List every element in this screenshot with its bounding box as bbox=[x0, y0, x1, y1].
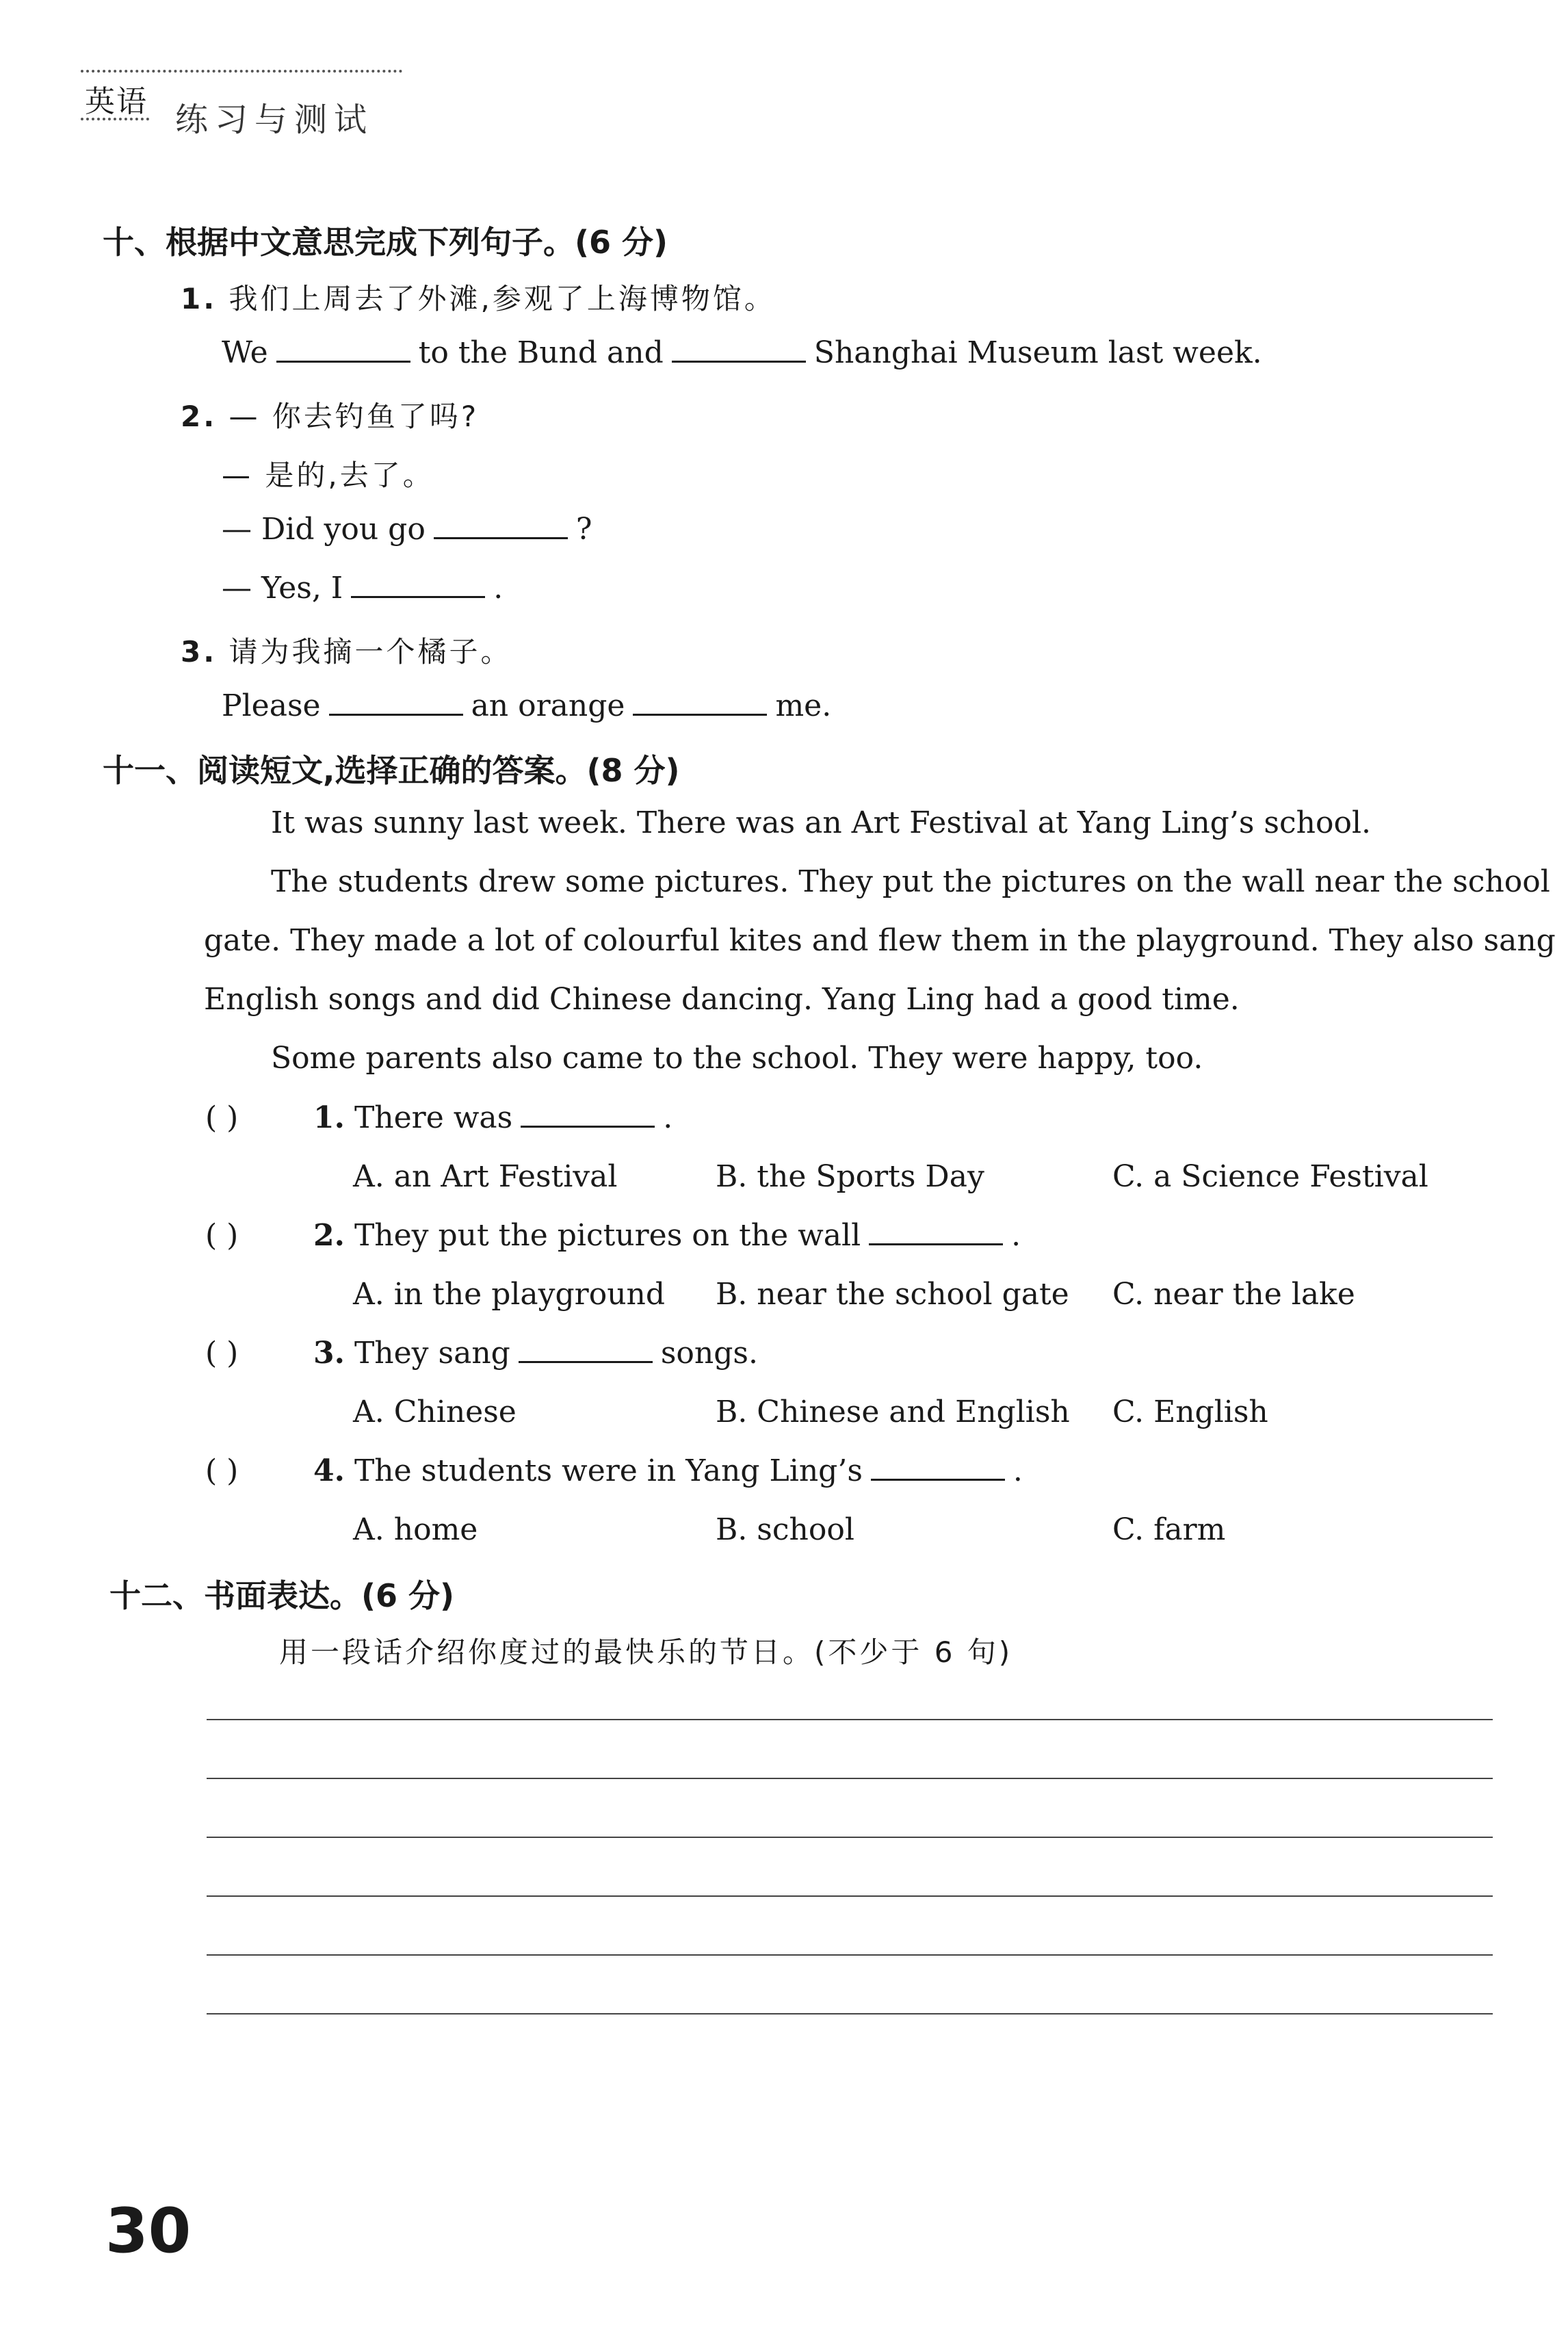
passage-p2-line1: The students drew some pictures. They put the pictures on the wall near the school bbox=[271, 864, 1550, 899]
q2-stem-a: They put the pictures on the wall bbox=[354, 1218, 861, 1253]
q4-option-c: C. farm bbox=[1112, 1512, 1226, 1547]
answer-blank[interactable] bbox=[869, 1220, 1003, 1245]
passage-p1: It was sunny last week. There was an Art Festival at Yang Ling’s school. bbox=[271, 805, 1371, 840]
header-dotted-line bbox=[81, 70, 402, 73]
s10-item2-en-a bbox=[222, 571, 503, 606]
answer-blank[interactable] bbox=[871, 1455, 1005, 1481]
page-number: 30 bbox=[105, 2195, 192, 2267]
q2-option-b: B. near the school gate bbox=[716, 1277, 1069, 1312]
s10-item2-en-q-b: ? bbox=[575, 512, 592, 547]
s10-item2-zh-q bbox=[181, 394, 479, 435]
s10-item2-num: 2. bbox=[181, 400, 218, 433]
s10-item1-num: 1. bbox=[181, 282, 218, 315]
s10-item3-en-c: me. bbox=[775, 688, 832, 723]
s10-item2-zh-q-text: — 你去钓鱼了吗? bbox=[228, 400, 480, 433]
q1-option-a: A. an Art Festival bbox=[353, 1159, 618, 1194]
s10-item3-zh-text: 请为我摘一个橘子。 bbox=[228, 635, 512, 669]
s10-item1-en bbox=[222, 335, 1262, 370]
header-dotted-underline bbox=[81, 118, 149, 120]
q4-stem bbox=[313, 1453, 1023, 1488]
writing-line[interactable] bbox=[207, 1719, 1493, 1720]
writing-line[interactable] bbox=[207, 1954, 1493, 1956]
q2-stem-b: . bbox=[1011, 1218, 1021, 1253]
section10-title: 十、根据中文意思完成下列句子。(6 分) bbox=[103, 224, 668, 261]
q1-num: 1. bbox=[313, 1100, 345, 1135]
answer-blank[interactable] bbox=[276, 337, 410, 363]
s10-item2-en-q bbox=[222, 512, 592, 547]
s10-item1-en-b: to the Bund and bbox=[418, 335, 664, 370]
q3-paren[interactable]: ( ) bbox=[205, 1336, 239, 1371]
s10-item1-en-a: We bbox=[222, 335, 268, 370]
section11-title: 十一、阅读短文,选择正确的答案。(8 分) bbox=[103, 752, 680, 789]
q2-option-c: C. near the lake bbox=[1112, 1277, 1355, 1312]
q3-stem-a: They sang bbox=[354, 1336, 510, 1371]
q2-option-a: A. in the playground bbox=[353, 1277, 666, 1312]
q4-paren[interactable]: ( ) bbox=[205, 1453, 239, 1488]
q3-option-c: C. English bbox=[1112, 1395, 1268, 1429]
answer-blank[interactable] bbox=[434, 514, 568, 539]
q3-stem-b: songs. bbox=[660, 1336, 758, 1371]
passage-p3: Some parents also came to the school. They were happy, too. bbox=[271, 1041, 1203, 1076]
s10-item2-en-a-b: . bbox=[493, 571, 504, 606]
q1-stem-a: There was bbox=[354, 1100, 513, 1135]
q3-stem bbox=[313, 1336, 758, 1371]
answer-blank[interactable] bbox=[672, 337, 806, 363]
s10-item2-en-q-a: — Did you go bbox=[222, 512, 426, 547]
q1-paren[interactable]: ( ) bbox=[205, 1100, 239, 1135]
writing-line[interactable] bbox=[207, 1837, 1493, 1838]
answer-blank[interactable] bbox=[521, 1102, 655, 1128]
q3-option-b: B. Chinese and English bbox=[716, 1395, 1070, 1429]
q1-option-c: C. a Science Festival bbox=[1112, 1159, 1428, 1194]
s10-item1-zh bbox=[181, 276, 776, 318]
q1-stem-b: . bbox=[663, 1100, 673, 1135]
q3-option-a: A. Chinese bbox=[353, 1395, 517, 1429]
answer-blank[interactable] bbox=[519, 1338, 653, 1363]
s10-item3-zh bbox=[181, 630, 512, 671]
q4-option-b: B. school bbox=[716, 1512, 854, 1547]
s10-item3-en-a: Please bbox=[222, 688, 321, 723]
answer-blank[interactable] bbox=[633, 690, 767, 716]
header-subject: 英语 bbox=[85, 84, 148, 119]
writing-line[interactable] bbox=[207, 2013, 1493, 2014]
s10-item3-en bbox=[222, 688, 831, 723]
passage-p2-line3: English songs and did Chinese dancing. Yang Ling had a good time. bbox=[204, 982, 1240, 1017]
q4-stem-a: The students were in Yang Ling’s bbox=[354, 1453, 863, 1488]
s10-item3-en-b: an orange bbox=[471, 688, 625, 723]
q2-num: 2. bbox=[313, 1218, 345, 1253]
q4-stem-b: . bbox=[1012, 1453, 1023, 1488]
answer-blank[interactable] bbox=[329, 690, 463, 716]
q1-stem bbox=[313, 1100, 672, 1135]
q4-num: 4. bbox=[313, 1453, 345, 1488]
s10-item3-num: 3. bbox=[181, 635, 218, 669]
answer-blank[interactable] bbox=[351, 573, 485, 598]
writing-line[interactable] bbox=[207, 1895, 1493, 1897]
passage-p2-line2: gate. They made a lot of colourful kites and flew them in the playground. They also sang bbox=[204, 923, 1556, 958]
header-title: 练习与测试 bbox=[175, 101, 374, 139]
section12-prompt: 用一段话介绍你度过的最快乐的节日。(不少于 6 句) bbox=[279, 1635, 1013, 1669]
q3-num: 3. bbox=[313, 1336, 345, 1371]
q2-stem bbox=[313, 1218, 1021, 1253]
section12-title: 十二、书面表达。(6 分) bbox=[109, 1577, 455, 1614]
q1-option-b: B. the Sports Day bbox=[716, 1159, 984, 1194]
s10-item2-en-a-a: — Yes, I bbox=[222, 571, 343, 606]
q2-paren[interactable]: ( ) bbox=[205, 1218, 239, 1253]
s10-item1-en-c: Shanghai Museum last week. bbox=[813, 335, 1262, 370]
s10-item2-zh-a: — 是的,去了。 bbox=[222, 458, 434, 492]
q4-option-a: A. home bbox=[353, 1512, 478, 1547]
s10-item1-zh-text: 我们上周去了外滩,参观了上海博物馆。 bbox=[228, 282, 776, 315]
writing-line[interactable] bbox=[207, 1778, 1493, 1779]
